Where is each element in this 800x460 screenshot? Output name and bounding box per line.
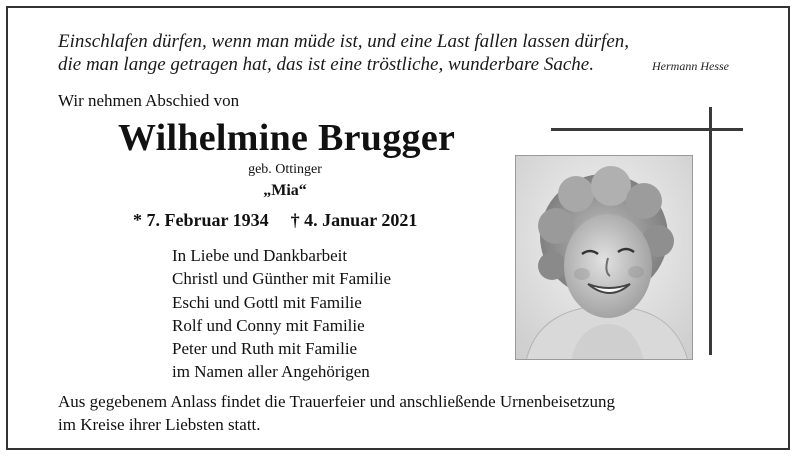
quote-author: Hermann Hesse (652, 59, 729, 73)
farewell-intro: Wir nehmen Abschied von (58, 91, 240, 110)
ceremony-note (58, 390, 615, 436)
mourner-line: Peter und Ruth mit Familie (172, 339, 358, 359)
ceremony-line-1: Aus gegebenem Anlass findet die Trauerfeier und anschließende Urnenbeisetzung (58, 392, 616, 411)
quote-line-2: die man lange getragen hat, das ist eine tröstliche, wunderbare Sache. (58, 54, 594, 75)
maiden-name: geb. Ottinger (248, 162, 322, 177)
mourner-line: Rolf und Conny mit Familie (172, 315, 365, 335)
portrait-photo (515, 155, 693, 360)
death-date: † 4. Januar 2021 (290, 210, 418, 230)
life-dates (133, 210, 417, 231)
mourner-line: Christl und Günther mit Familie (172, 269, 392, 289)
ceremony-line-2: im Kreise ihrer Liebsten statt. (58, 415, 261, 434)
hesse-quote (58, 30, 629, 76)
mourner-line: In Liebe und Dankbarbeit (172, 246, 348, 265)
mourner-line: im Namen aller Angehörigen (172, 362, 370, 382)
mourner-line: Eschi und Gottl mit Familie (172, 292, 362, 312)
cross-icon-vertical (709, 107, 712, 355)
nickname: „Mia“ (263, 182, 307, 199)
mourners-list (172, 244, 391, 384)
quote-line-1: Einschlafen dürfen, wenn man müde ist, und eine Last fallen lassen dürfen, (58, 31, 630, 52)
cross-icon-horizontal (551, 128, 743, 131)
deceased-name: Wilhelmine Brugger (118, 117, 456, 159)
birth-date: * 7. Februar 1934 (133, 210, 269, 230)
portrait-icon (516, 156, 693, 360)
